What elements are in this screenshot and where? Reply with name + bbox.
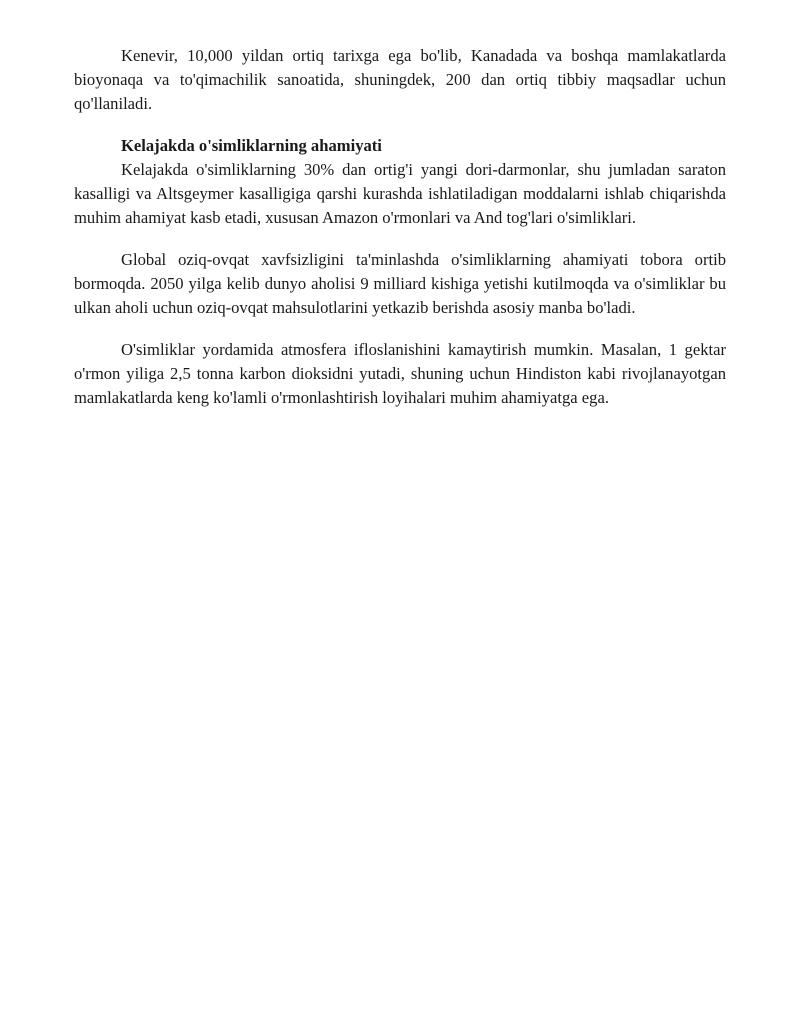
paragraph-food-security: Global oziq-ovqat xavfsizligini ta'minlashda o'simliklarning ahamiyati tobora ortib bormoqda. 2050 yilga kelib dunyo aholisi 9 milliard kishiga yetishi kutilmoqda va o'simliklar bu ulkan aholi uchun oziq-ovqat mahsulotlarini yetkazib berishda asosiy manba bo'ladi. <box>74 250 726 317</box>
section-heading: Kelajakda o'simliklarning ahamiyati <box>121 136 382 155</box>
paragraph-kenevir: Kenevir, 10,000 yildan ortiq tarixga ega bo'lib, Kanadada va boshqa mamlakatlarda bioyonaqa va to'qimachilik sanoatida, shuningdek, 200 dan ortiq tibbiy maqsadlar uchun qo'llaniladi. <box>74 46 726 113</box>
document-body <box>74 44 726 410</box>
paragraph-air-pollution: O'simliklar yordamida atmosfera ifloslanishini kamaytirish mumkin. Masalan, 1 gektar o'rmon yiliga 2,5 tonna karbon dioksidni yutadi, shuning uchun Hindiston kabi rivojlanayotgan mamlakatlarda keng ko'lamli o'rmonlashtirish loyihalari muhim ahamiyatga ega. <box>74 340 726 407</box>
paragraph-medicine: Kelajakda o'simliklarning 30% dan ortig'i yangi dori-darmonlar, shu jumladan saraton kasalligi va Altsgeymer kasalligiga qarshi kurashda ishlatiladigan moddalarni ishlab chiqarishda muhim ahamiyat kasb etadi, xususan Amazon o'rmonlari va And tog'lari o'simliklari. <box>74 160 726 227</box>
